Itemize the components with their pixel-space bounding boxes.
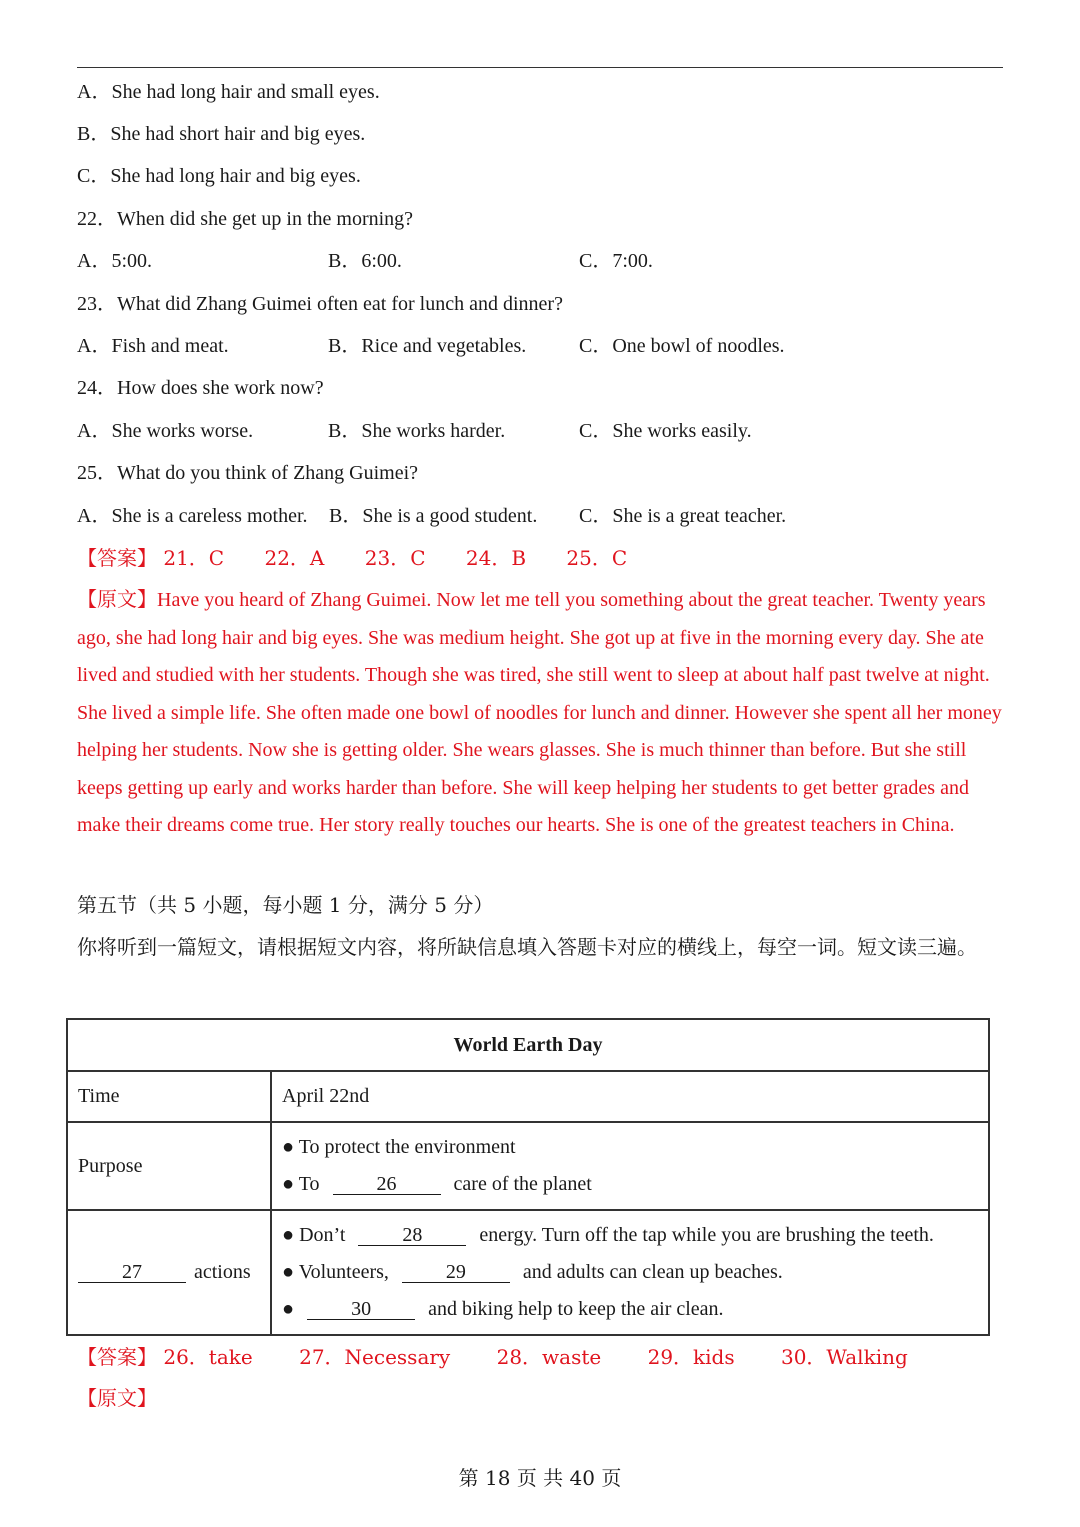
q24-option-c: C．She works easily. — [579, 420, 752, 442]
action-1-prefix: ● Don’t — [282, 1224, 346, 1246]
action-3-prefix: ● — [282, 1298, 295, 1320]
earth-day-table — [66, 1018, 990, 1336]
purpose-item-1: ● To protect the environment — [282, 1136, 516, 1158]
purpose-2-suffix: care of the planet — [453, 1173, 592, 1195]
q23-question: 23．What did Zhang Guimei often eat for lunch and dinner? — [77, 293, 563, 315]
q23-option-b: B．Rice and vegetables. — [328, 335, 527, 357]
action-item-2 — [282, 1254, 978, 1291]
table-row — [67, 1210, 989, 1335]
blank-27[interactable]: 27 — [78, 1262, 186, 1283]
q23-option-c: C．One bowl of noodles. — [579, 335, 785, 357]
time-value: April 22nd — [271, 1071, 989, 1122]
answer-item: 23．C — [364, 546, 426, 570]
transcript-label-2: 【原文】 — [77, 1386, 157, 1410]
table-row — [67, 1122, 989, 1210]
action-3-suffix: and biking help to keep the air clean. — [428, 1298, 724, 1320]
q25-option-c: C．She is a great teacher. — [579, 505, 787, 527]
purpose-cell — [271, 1122, 989, 1210]
page-footer: 第 18 页 共 40 页 — [458, 1466, 622, 1490]
q22-question: 22．When did she get up in the morning? — [77, 208, 414, 230]
actions-label: actions — [194, 1261, 251, 1283]
q21-option-b: B．She had short hair and big eyes. — [77, 123, 366, 145]
answer-item: 30．Walking — [780, 1345, 908, 1369]
table-title: World Earth Day — [67, 1019, 989, 1071]
answer-item: 22．A — [264, 546, 325, 570]
answer-label: 【答案】 — [77, 546, 157, 570]
actions-label-cell — [67, 1210, 271, 1335]
blank-30[interactable]: 30 — [307, 1299, 415, 1320]
q21-option-c: C．She had long hair and big eyes. — [77, 165, 361, 187]
answer-item: 24．B — [465, 546, 527, 570]
answer-item: 28．waste — [496, 1345, 602, 1369]
q22-option-c: C．7:00. — [579, 250, 653, 272]
action-item-1 — [282, 1217, 978, 1254]
action-item-3 — [282, 1291, 978, 1328]
blank-29[interactable]: 29 — [402, 1262, 510, 1283]
q25-option-a: A．She is a careless mother. — [77, 505, 308, 527]
answer-label: 【答案】 — [77, 1345, 157, 1369]
purpose-2-prefix: ● To — [282, 1173, 320, 1195]
q25-option-b: B．She is a good student. — [329, 505, 538, 527]
q24-option-b: B．She works harder. — [328, 420, 506, 442]
action-2-prefix: ● Volunteers, — [282, 1261, 389, 1283]
q24-option-a: A．She works worse. — [77, 420, 254, 442]
time-label: Time — [67, 1071, 271, 1122]
q23-option-a: A．Fish and meat. — [77, 335, 229, 357]
answer-item: 21．C — [163, 546, 225, 570]
purpose-label: Purpose — [67, 1122, 271, 1210]
answer-line-1 — [77, 546, 627, 570]
action-1-suffix: energy. Turn off the tap while you are brushing the teeth. — [479, 1224, 934, 1246]
transcript-label: 【原文】 — [77, 587, 157, 611]
header-rule — [77, 67, 1003, 68]
answer-item: 25．C — [566, 546, 628, 570]
action-2-suffix: and adults can clean up beaches. — [522, 1261, 783, 1283]
actions-cell — [271, 1210, 989, 1335]
q24-question: 24．How does she work now? — [77, 377, 324, 399]
answer-item: 29．kids — [647, 1345, 735, 1369]
table-row — [67, 1071, 989, 1122]
answer-item: 26．take — [163, 1345, 253, 1369]
blank-28[interactable]: 28 — [358, 1225, 466, 1246]
q22-option-a: A．5:00. — [77, 250, 152, 272]
q25-question: 25．What do you think of Zhang Guimei? — [77, 462, 419, 484]
section-instructions: 你将听到一篇短文，请根据短文内容，将所缺信息填入答题卡对应的横线上，每空一词。短文读三遍。 — [77, 935, 977, 959]
q21-option-a: A．She had long hair and small eyes. — [77, 81, 380, 103]
q22-option-b: B．6:00. — [328, 250, 402, 272]
section-title: 第五节（共 5 小题，每小题 1 分，满分 5 分） — [77, 893, 494, 917]
transcript-text: Have you heard of Zhang Guimei. Now let me tell you something about the great teacher. Twenty years ago, she had long hair and big eyes. She was medium height. She got up at five in the morning every day. She ate lived and studied with her students. Though she was tired, she still went to sleep at about half past twelve at night. She lived a simple life. She often made one bowl of noodles for lunch and dinner. However she spent all her money helping her students. Now she is getting older. She wears glasses. She is much thinner than before. But she still keeps getting up early and works harder than before. She will keep helping her students to get better grades and make their dreams come true. Her story really touches our hearts. She is one of the greatest teachers in China. — [77, 589, 1002, 836]
blank-26[interactable]: 26 — [333, 1174, 441, 1195]
answer-item: 27．Necessary — [299, 1345, 451, 1369]
answer-line-2 — [77, 1345, 908, 1369]
purpose-item-2 — [282, 1166, 978, 1203]
transcript-paragraph — [77, 581, 1007, 845]
